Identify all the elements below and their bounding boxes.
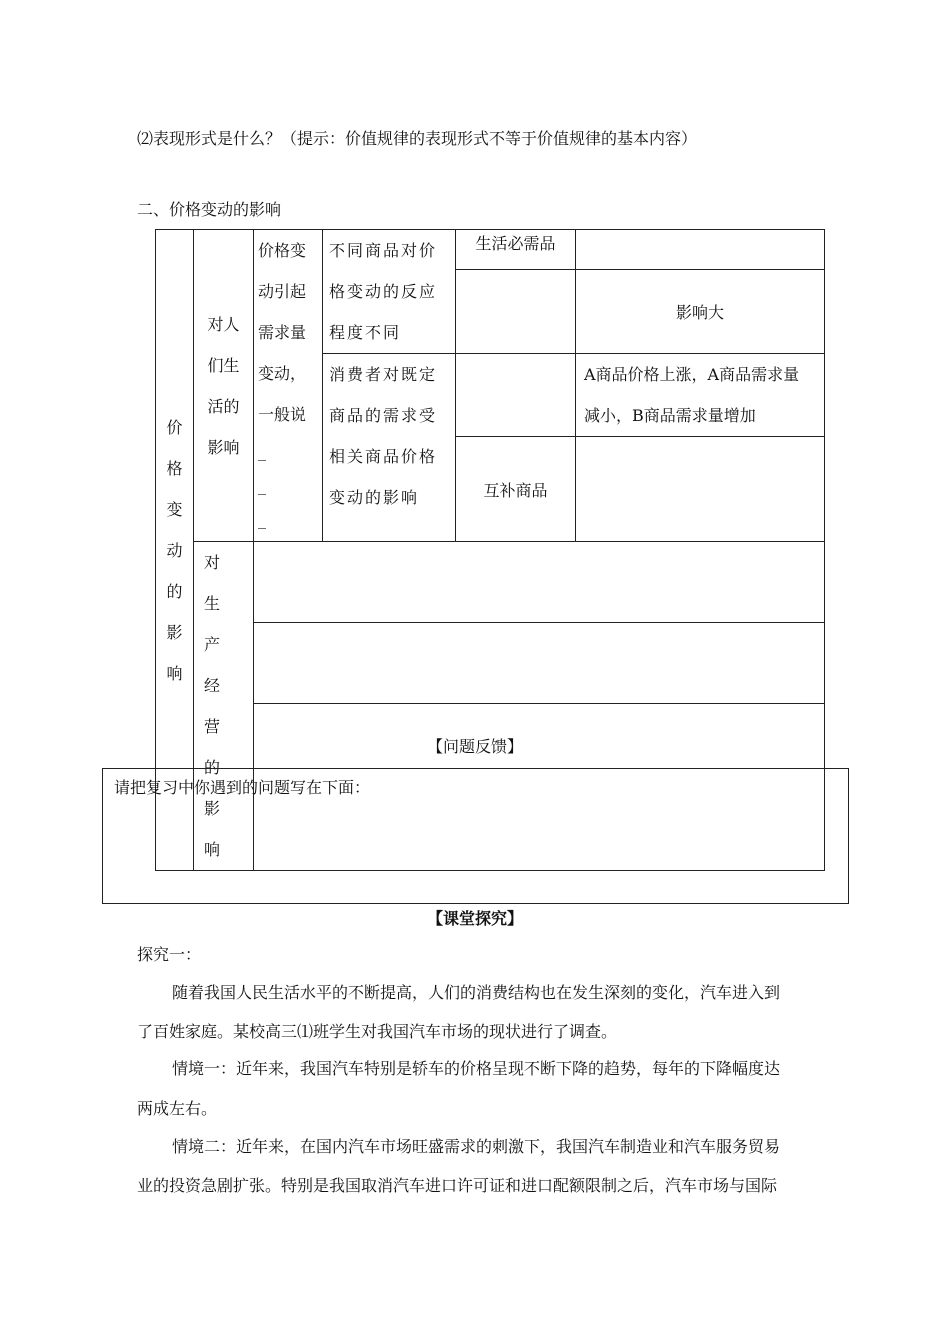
explore-label: 探究一：: [137, 945, 202, 964]
cell-blank-3: [456, 354, 576, 437]
cell-blank-4: [576, 437, 825, 542]
scene2-line2: 业的投资急剧扩张。特别是我国取消汽车进口许可证和进口配额限制之后，汽车市场与国际: [137, 1176, 778, 1195]
feedback-title: 【问题反馈】: [426, 737, 523, 756]
cell-related-goods: 消费者对既定 商品的需求受 相关商品价格 变动的影响: [323, 354, 456, 542]
question-2: ⑵表现形式是什么？（提示：价值规律的表现形式不等于价值规律的基本内容）: [137, 129, 698, 148]
cell-blank-prod-2: [254, 623, 825, 704]
cell-impact-on-production: 对 生 产 经 营 的 影响: [194, 542, 254, 871]
col-price-impact: 价 格 变 动 的 影 响: [156, 230, 194, 871]
cell-substitute-desc: A商品价格上涨，A商品需求量 减小，B商品需求量增加: [576, 354, 825, 437]
cell-impact-on-life: 对人 们生 活的 影响: [194, 230, 254, 542]
cell-blank-1: [576, 230, 825, 270]
scene2-line1: 情境二：近年来，在国内汽车市场旺盛需求的刺激下，我国汽车制造业和汽车服务贸易: [172, 1137, 781, 1156]
cell-blank-prod-1: [254, 542, 825, 623]
scene1-line1: 情境一：近年来，我国汽车特别是轿车的价格呈现不断下降的趋势，每年的下降幅度达: [172, 1059, 781, 1078]
cell-demand-change: 价格变 动引起 需求量 变动， 一般说 _ _ _: [254, 230, 323, 542]
feedback-box[interactable]: [102, 768, 849, 904]
cell-impact-large: 影响大: [576, 269, 825, 353]
cell-complementary: 互补商品: [456, 437, 576, 542]
para1-line1: 随着我国人民生活水平的不断提高，人们的消费结构也在发生深刻的变化，汽车进入到: [172, 983, 781, 1002]
explore-title: 【课堂探究】: [426, 909, 523, 928]
cell-blank-2: [456, 269, 576, 353]
para1-line2: 了百姓家庭。某校高三⑴班学生对我国汽车市场的现状进行了调查。: [137, 1022, 618, 1041]
scene1-line2: 两成左右。: [137, 1099, 218, 1118]
feedback-prompt: 请把复习中你遇到的问题写在下面：: [114, 778, 371, 797]
cell-reaction-degree: 不同商品对价 格变动的反应 程度不同: [323, 230, 456, 354]
cell-necessities: 生活必需品: [456, 230, 576, 270]
section-title: 二、价格变动的影响: [137, 200, 282, 219]
